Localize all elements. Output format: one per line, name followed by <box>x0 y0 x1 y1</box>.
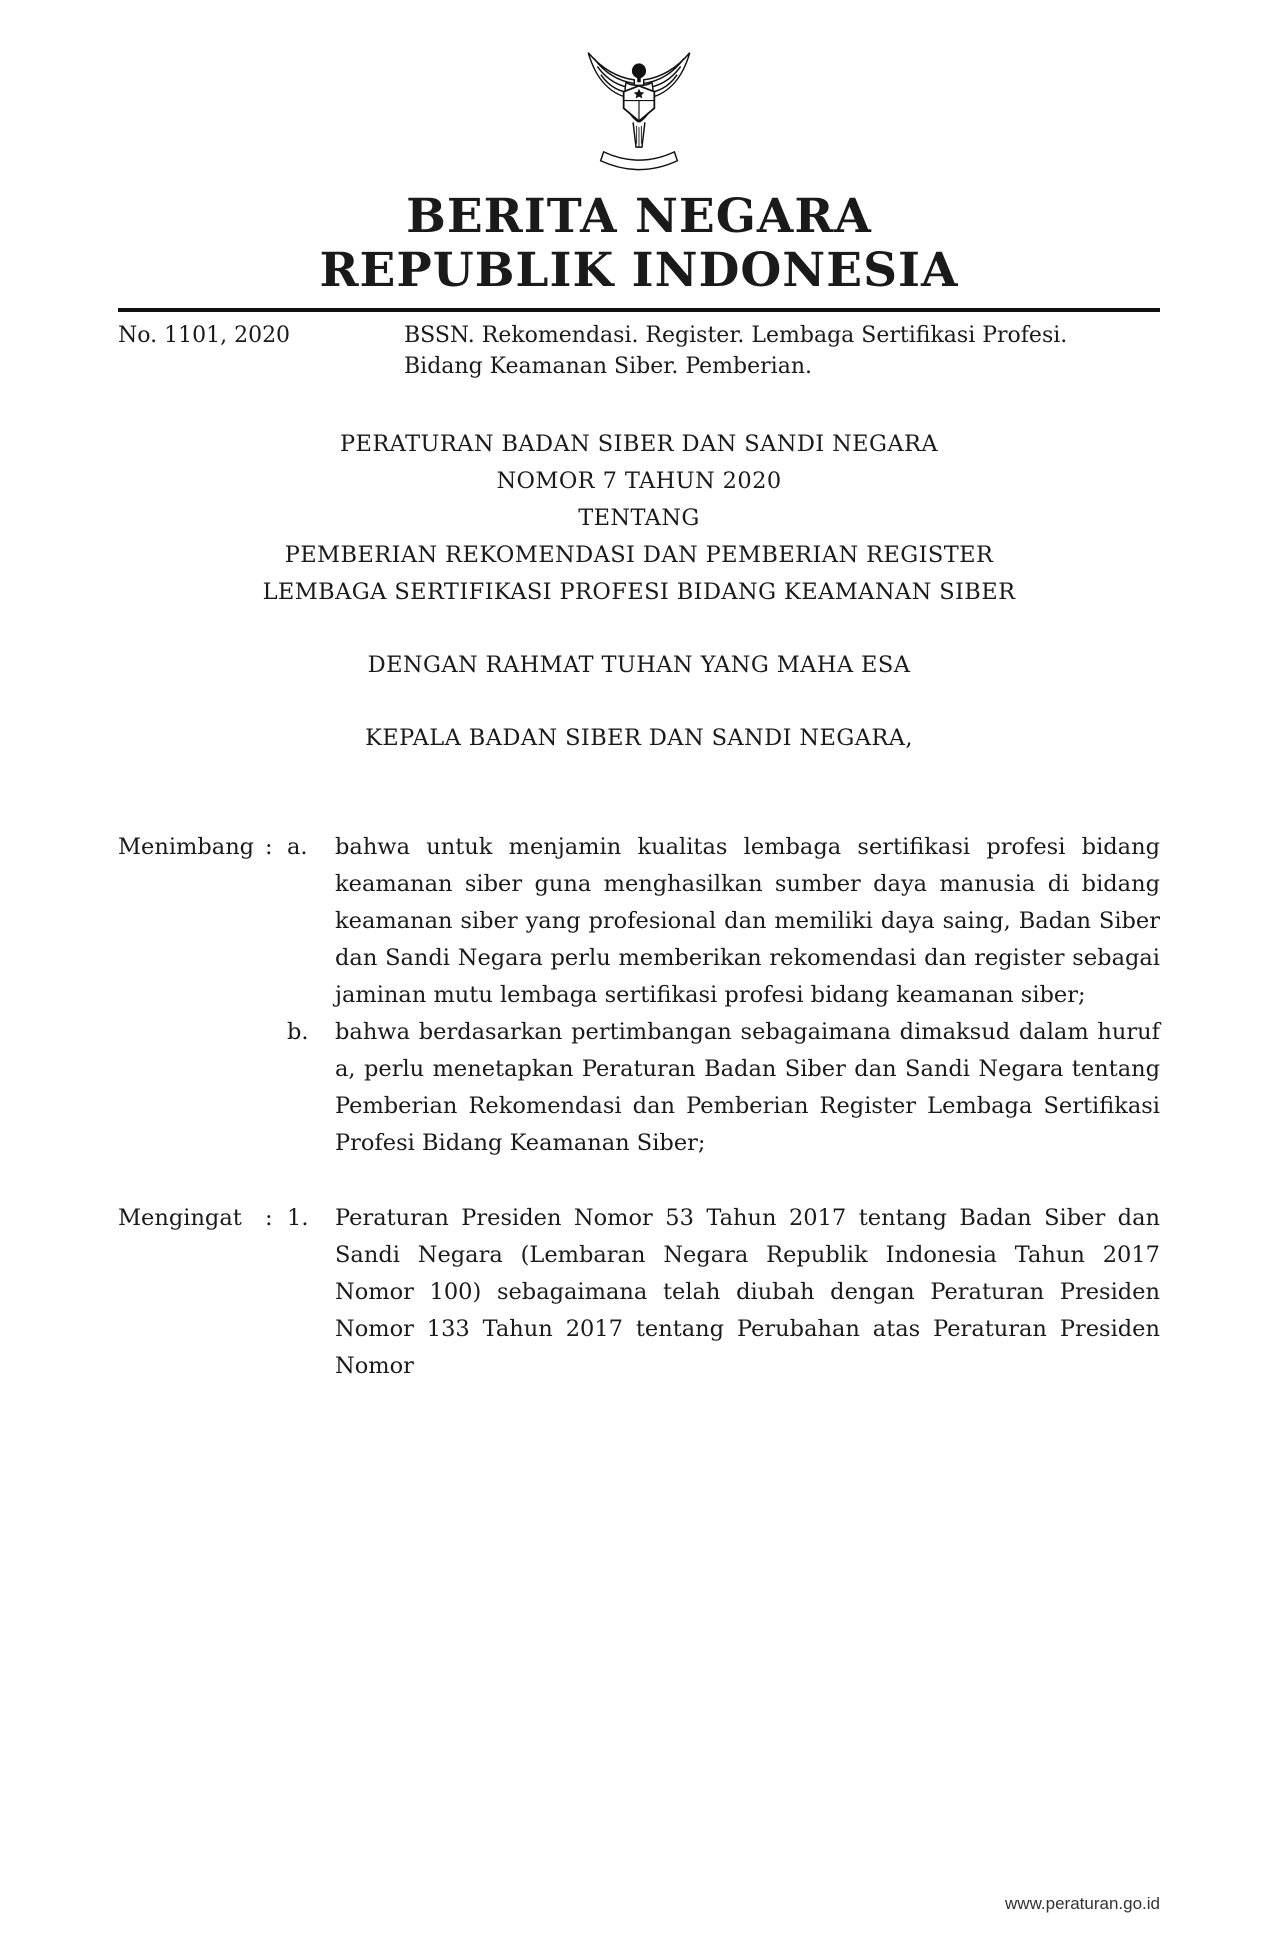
regulation-title-block <box>118 426 1160 611</box>
enacting-official-line: KEPALA BADAN SIBER DAN SANDI NEGARA, <box>365 725 913 751</box>
masthead-divider <box>118 308 1160 312</box>
legal-basis-label: Mengingat <box>118 1205 242 1231</box>
empty-label-cell <box>118 1014 265 1162</box>
legal-basis-section <box>118 1200 1160 1385</box>
masthead <box>118 42 1160 382</box>
garuda-emblem-graphic <box>580 42 698 178</box>
garuda-pancasila-emblem <box>580 42 698 182</box>
item-text-1: Peraturan Presiden Nomor 53 Tahun 2017 tentang Badan Siber dan Sandi Negara (Lembaran Negara Republik Indonesia Tahun 2017 Nomor 100) sebagaimana telah diubah dengan Peraturan Presiden Nomor 133 Tahun 2017 tentang Perubahan atas Peraturan Presiden Nomor <box>335 1205 1160 1379</box>
item-marker-b: b. <box>287 1019 309 1045</box>
footer-url: www.peraturan.go.id <box>1005 1894 1160 1913</box>
considering-item-b <box>118 1014 1160 1162</box>
item-text-a: bahwa untuk menjamin kualitas lembaga sertifikasi profesi bidang keamanan siber guna menghasilkan sumber daya manusia di bidang keamanan siber yang profesional dan memiliki daya saing, Badan Siber dan Sandi Negara perlu memberikan rekomendasi dan register sebagai jaminan mutu lembaga sertifikasi profesi bidang keamanan siber; <box>335 834 1160 1008</box>
publication-title-line1: BERITA NEGARA <box>406 189 872 244</box>
publication-title-line2: REPUBLIK INDONESIA <box>319 243 959 298</box>
regulation-tentang-line: TENTANG <box>578 505 700 531</box>
regulation-subject-line2: LEMBAGA SERTIFIKASI PROFESI BIDANG KEAMANAN SIBER <box>262 579 1016 605</box>
clause-body <box>118 829 1160 1385</box>
empty-separator-cell <box>265 1014 287 1162</box>
item-marker-1: 1. <box>287 1205 309 1231</box>
page-footer <box>1005 1894 1160 1914</box>
item-text-b: bahwa berdasarkan pertimbangan sebagaimana dimaksud dalam huruf a, perlu menetapkan Peraturan Badan Siber dan Sandi Negara tentang Pemberian Rekomendasi dan Pemberian Register Lembaga Sertifikasi Profesi Bidang Keamanan Siber; <box>335 1019 1160 1156</box>
legal-basis-item-1 <box>118 1200 1160 1385</box>
considering-section <box>118 829 1160 1162</box>
considering-label: Menimbang <box>118 834 255 860</box>
regulation-number-line: NOMOR 7 TAHUN 2020 <box>496 468 782 494</box>
masthead-meta-row <box>118 320 1160 382</box>
item-marker-a: a. <box>287 834 308 860</box>
regulation-title-line: PERATURAN BADAN SIBER DAN SANDI NEGARA <box>339 431 939 457</box>
considering-separator: : <box>265 834 273 860</box>
regulation-subject-line1: PEMBERIAN REKOMENDASI DAN PEMBERIAN REGISTER <box>284 542 994 568</box>
considering-item-a <box>118 829 1160 1014</box>
invocation-line: DENGAN RAHMAT TUHAN YANG MAHA ESA <box>367 652 911 678</box>
legal-basis-separator: : <box>265 1205 273 1231</box>
subject-abstract: BSSN. Rekomendasi. Register. Lembaga Sertifikasi Profesi. Bidang Keamanan Siber. Pemberian. <box>404 323 1068 379</box>
issue-number: No. 1101, 2020 <box>118 323 291 348</box>
